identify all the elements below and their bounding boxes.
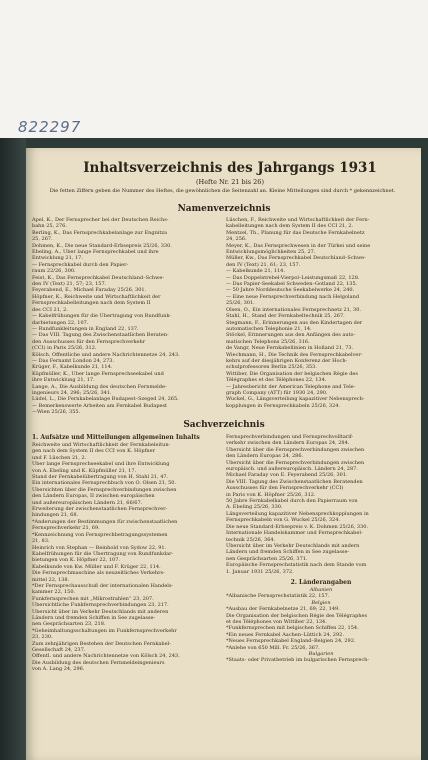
name-entry: Feyerabend, E., Michael Faraday 25/26, 301.: [32, 287, 147, 294]
subject-entry: bietungen von K. Höpfner 22, 107.: [32, 557, 120, 564]
country-entry: *Ein neues Fernkabel Aachen–Lüttich 24, 292.: [226, 631, 344, 638]
name-entry: Stöckel, Erinnerungen aus den Anfängen des auto-: [226, 332, 356, 339]
subject-entry: Öffentl. und andere Nachrichtennetze von Kölsch 24, 243.: [32, 653, 180, 660]
subject-entry: Michael Faraday von E. Feyerabend 25/26, 301.: [226, 472, 348, 479]
name-entry: — Bemerkenswerte Arbeiten am Fernkabel Budapest: [32, 402, 168, 409]
name-entry: Wuckel, G., Längsverteilung kapazitiver Nebensprech-: [226, 396, 365, 403]
name-entry: Mentzel, Th., Planung für das Deutsche Fernkabelnetz: [226, 229, 365, 236]
name-entry: kopplungen in Fernsprechkabeln 25/26, 324.: [226, 402, 341, 409]
name-entry: Entwicklung 21, 17.: [32, 255, 83, 262]
name-entry: — Fernsprechkabel durch den Papier-: [32, 261, 129, 268]
subject-entry: mittel 22, 138.: [32, 576, 70, 583]
name-entry: ingenieurs 24, 296; 25/26, 341.: [32, 389, 112, 396]
subject-entry: Fernsprechverkehr 21, 69.: [32, 525, 100, 532]
name-entry: Lange, A., Die Ausbildung des deutschen Fernmelde-: [32, 383, 167, 390]
subject-entry: Fernsprechverbindungen und Fernsprechvolltarif-: [226, 434, 354, 440]
name-entry: — Das Papier-Seekabel Schweden–Gotland 22, 135.: [226, 281, 358, 288]
name-entry: raum 22/26, 300.: [32, 268, 76, 275]
subject-entry: 50 Jahre Fernkabelkabel durch den Papierraum von: [226, 498, 358, 505]
subject-entry: und außereuropäischen Ländern 21, 66/67.: [32, 499, 143, 506]
namenverzeichnis-heading: Namenverzeichnis: [177, 204, 271, 214]
subject-entry: Ein internationales Fernsprechbuch von O. Olsen 21, 50.: [32, 480, 177, 487]
subject-entry: Europäische Fernsprechstatistik nach dem Stande vom: [226, 562, 367, 569]
name-entry: — Jahresbericht der American Telephone and Tele-: [226, 383, 356, 390]
name-entry: — 50 Jahre Norddeutsche Seekabelwerke 24, 240.: [226, 287, 355, 294]
name-entry: Dohmen, K., Die neue Standard-Erbsepreis 25/26, 330.: [32, 242, 172, 249]
laender-heading: 2. Länderangaben: [290, 578, 352, 586]
subject-entry: 21, 83.: [32, 538, 50, 545]
name-entry: — Kabelfrühungen für die Übertragung von Rundfunk-: [32, 313, 172, 320]
subject-entry: Ländern und fremden Schiffen in See zugelasse-: [226, 549, 350, 556]
name-entry: Krüger, F., Kabelkunde 21, 114.: [32, 364, 113, 371]
name-entry: Müller, Kw., Das Fernsprechkabel Deutschland–Schwe-: [226, 255, 366, 262]
name-entry: Wiechmann, H., Die Technik des Fernsprechkabelver-: [226, 351, 363, 358]
page-title: Inhaltsverzeichnis des Jahrgangs 1931: [83, 160, 377, 176]
subject-entry: europäisch. und außereuropäisch. Ländern 24, 287.: [226, 466, 358, 473]
name-entry: den IV (Text) 21, 57; 23, 157.: [32, 281, 107, 288]
subject-entry: den Ländern Europas 24, 286.: [226, 453, 304, 460]
name-entry: Olsen, O., Ein internationales Fernsprechnetz 21, 30.: [226, 306, 361, 313]
namen-left-column: [32, 217, 220, 416]
subject-entry: Erweiterung der zwischenstaatlichen Fernsprechver-: [32, 506, 168, 513]
subject-entry: technik 25/26, 364.: [226, 536, 276, 543]
subject-entry: Funkfernsprechen mit „Mikrostrahlen“ 23, 207.: [32, 595, 154, 602]
subject-entry: und F. Lüschen 21, 2.: [32, 454, 87, 461]
book-spine: [0, 138, 26, 760]
subject-entry: nen Gesprächsarten 23, 218.: [32, 621, 106, 628]
name-entry: (CCI) in Paris 25/26, 312.: [32, 345, 97, 352]
name-entry: Stahl, H., Stand der Fernkabeltechnik 25, 267.: [226, 313, 345, 320]
name-entry: schulprofessoren Berlin 25/26, 353.: [226, 364, 317, 371]
name-entry: Meyer, K., Das Fernsprechwesen in der Türkei und seine: [226, 242, 371, 249]
subject-entry: Längsverteilung kapazitiver Nebensprechkopplungen in: [226, 510, 369, 517]
country-entry: *Albanische Fernsprechstatistik 22, 157.: [226, 593, 330, 600]
sach-right-column: [226, 434, 416, 664]
subject-entry: Die Fernsprechmaschine als neuzeitliches Verkehrs-: [32, 570, 165, 577]
name-entry: 25/26, 301.: [226, 300, 255, 307]
sach-left-column: [32, 434, 220, 673]
country-entry: et des Téléphones von Wittiber 22, 134.: [226, 618, 327, 625]
country-entry: Die Organisation der belgischen Régie des Télégraphes: [226, 612, 368, 619]
subject-entry: Über lange Fernsprechseekabel und ihre Entwicklung: [32, 461, 170, 468]
subject-entry: Reichweite und Wirtschaftlichkeit der Fernkabeleitun-: [32, 442, 171, 448]
name-entry: — Das Doppelstrebel-Vierpol–Leistungsmaß 22, 128.: [226, 274, 360, 281]
subject-entry: Übersicht über die Fernsprechverbindungen zwischen: [226, 446, 365, 453]
subject-entry: A. Ebeling 25/26, 330.: [226, 504, 283, 511]
name-entry: des CCI 21, 2.: [32, 306, 68, 313]
name-entry: — Rundfunkleitungen in England 22, 137.: [32, 325, 139, 332]
subject-entry: Zum zehnjährigen Bestehen der Deutschen Fernkabel-: [32, 640, 171, 647]
subject-entry: Die VIII. Tagung des Zwischenstaatlichen Beratenden: [226, 478, 363, 485]
subject-entry: gen nach dem System II des CCI von K. Höpfner: [32, 448, 156, 455]
subject-entry: nen Gesprächsarten 25/26, 371.: [226, 555, 308, 562]
subject-entry: den Ländern Europas, II zwischen europäischen: [32, 493, 155, 500]
name-entry: ihre Entwicklung 21, 17.: [32, 377, 95, 384]
subject-entry: bindungen 21, 68.: [32, 512, 79, 519]
name-entry: Feist, K., Das Fernsprechkabel Deutschland–Schwe-: [32, 274, 165, 281]
subject-entry: 1. Januar 1931 25/26, 372.: [226, 568, 294, 575]
name-entry: Apel, K., Der Fernsprecher bei der Deutschen Reichs-: [32, 217, 169, 223]
subject-entry: von A. Ebeling und K. Küpfmüller 21, 17.: [32, 467, 137, 474]
subject-entry: Ländern und fremden Schiffen in See zugelasse-: [32, 614, 156, 621]
sachverzeichnis-heading: Sachverzeichnis: [183, 420, 265, 430]
subject-entry: 23, 230.: [32, 634, 53, 641]
subject-entry: in Paris von K. Höpfner 25/26, 312.: [226, 491, 316, 498]
subject-entry: Die neue Standard-Erbsepreis v. K. Dohmen 25/26, 330.: [226, 523, 369, 530]
name-entry: Berling, K., Das Fernsprechkabelanlage zur Engnitza: [32, 229, 168, 236]
name-entry: matischen Telephons 25/26, 316.: [226, 338, 310, 345]
subject-entry: *Kennzeichnung von Fernsprechbetragungssystemen: [32, 531, 168, 538]
name-entry: 24, 256.: [226, 236, 247, 243]
name-entry: Entwicklungsmöglichkeiten 25, 27.: [226, 249, 316, 256]
subject-entry: Fernsprechkabeln von G. Wuckel 25/26, 324.: [226, 517, 340, 524]
subject-entry: Übersicht über im Verkehr Deutschlands mit andern: [226, 542, 360, 549]
name-entry: Wittiber, Die Organisation der belgischen Régie des: [226, 370, 358, 377]
subject-entry: Heinrich von Stephan — Reinhold von Sydow 22, 91.: [32, 544, 167, 551]
name-entry: kabelleitungen nach dem System II des CCI 21, 2.: [226, 223, 354, 230]
name-entry: — Das VIII. Tagung des Zwischenstaatlichen Beraten-: [32, 332, 169, 339]
name-entry: — Eine neue Fernsprechverbindung nach Helgoland: [226, 293, 360, 300]
name-entry: kehrs auf der diesjährigen Konferenz der Hoch-: [226, 357, 348, 364]
subject-entry: Übersichtliche Funkfernsprechverbindungen 23, 217.: [32, 602, 169, 609]
name-entry: de Vangr, Neue Fernkabellinien in Holland 21, 73.: [226, 345, 354, 352]
country-entry: *Neues Fernsprechkabel England–Belgien 24, 292.: [226, 638, 356, 645]
name-entry: bahn 25, 276.: [32, 223, 67, 230]
subject-entry: Ausschusses für den Fernsprechverkehr (CCI): [226, 485, 344, 492]
subject-entry: Gesellschaft 24, 237.: [32, 647, 86, 653]
name-entry: Höpfner, K., Reichweite und Wirtschaftlichkeit der: [32, 293, 161, 300]
name-entry: Stegmann, F., Erinnerungen aus den Kindertagen der: [226, 319, 363, 326]
subject-entry: Übersichten über die Fernsprechverbindungen zwischen: [32, 486, 177, 493]
name-entry: Kölsch, Öffentliche und andere Nachrichtennetze 24, 243.: [32, 351, 180, 358]
name-entry: —Wien 25/26, 355.: [32, 409, 81, 416]
subject-entry: *Geheimhaltungsschaltungen im Funkfernsprechverkehr: [32, 627, 177, 634]
country-entry: *Staats- oder Privatbetrieb im bulgarischen Fernsprech-: [226, 657, 370, 664]
name-entry: Küpfmüller, K., Über lange Fernsprechseekabel und: [32, 370, 164, 377]
country-entry: *Anlehe von 650 Mill. Fr. 25/26, 367.: [226, 644, 320, 651]
name-entry: — Kabelkunde 21, 114.: [226, 268, 285, 275]
sach-left-heading: 1. Aufsätze und Mitteilungen allgemeinen Inhalts: [32, 434, 200, 441]
page-note: Die fetten Ziffern geben die Nummer des Heftes, die gewöhnlichen die Seitenzahl an. Kleine Mitteilungen sind durch * gekennzeichnet.: [49, 188, 396, 194]
subject-entry: kammer 22, 150.: [32, 589, 76, 596]
name-entry: automatischen Telephonie 21, 14.: [226, 325, 312, 332]
name-entry: darbietungen 22, 107.: [32, 319, 89, 326]
name-entry: den IV (Text) 21, 61; 23, 157.: [226, 261, 301, 268]
country-entry: *Funkfernsprechen mit belgischen Schiffen 22, 154.: [226, 625, 359, 632]
subject-entry: Übersicht über die Fernsprechverbindungen zwischen: [226, 459, 365, 466]
handwritten-number: 822297: [18, 118, 82, 136]
name-entry: Fernsprechkabelleitungen nach dem System II: [32, 300, 151, 307]
subject-entry: Internationale Handelskammer und Fernsprechkabel-: [226, 530, 363, 537]
subject-entry: Übersicht über im Verkehr Deutschlands mit anderen: [32, 608, 169, 615]
name-entry: 25, 267.: [32, 236, 53, 243]
country-heading: Belgien: [311, 599, 331, 606]
subject-entry: von A. Lang 24, 296.: [32, 666, 85, 673]
country-entry: *Ausbau der Fernkabelnetze 21, 69; 22, 149.: [226, 606, 340, 613]
subject-entry: Kabelkunde von Kw. Müller und F. Krüger 22, 114.: [32, 563, 161, 570]
subject-entry: Stand der Fernkabelübertragung von H. Stahl 21, 47.: [32, 474, 169, 481]
country-heading: Bulgarien: [308, 651, 334, 657]
name-entry: den Ausschusses für den Fernsprechverkehr: [32, 338, 146, 345]
name-entry: Télégraphes et des Téléphones 22, 134.: [226, 377, 327, 384]
subject-entry: *Der Fernsprechausschuß der internationalen Handels-: [32, 582, 174, 589]
document-page: [26, 148, 421, 760]
name-entry: graph Company (ATT) für 1930 24, 290.: [226, 389, 328, 396]
name-entry: Lüschen, F., Reichweite und Wirtschaftlichkeit der Fern-: [226, 217, 370, 223]
namen-right-column: [226, 217, 416, 409]
subject-entry: Die Ausbildung des deutschen Fernmeldeingenieurs: [32, 659, 165, 666]
name-entry: Ebeling, A., Über lange Fernsprechkabel und ihre: [32, 249, 159, 256]
name-entry: Lüdel, L., Die Fernkabelanlage Budapest–Szeged 24, 265.: [32, 396, 179, 403]
country-heading: Albanien: [309, 586, 333, 593]
subject-entry: Kabelfrühungen für die Übertragung von Rundfunkdar-: [32, 550, 174, 557]
subject-entry: *Änderungen der Bestimmungen für zwischenstaatlichen: [32, 518, 178, 525]
subject-entry: verkehr zwischen den Ländern Europas 24, 284.: [226, 440, 350, 447]
page-subtitle: (Hefte Nr. 21 bis 26): [196, 178, 264, 186]
name-entry: — Das Fernamt London 24, 273.: [32, 357, 115, 364]
